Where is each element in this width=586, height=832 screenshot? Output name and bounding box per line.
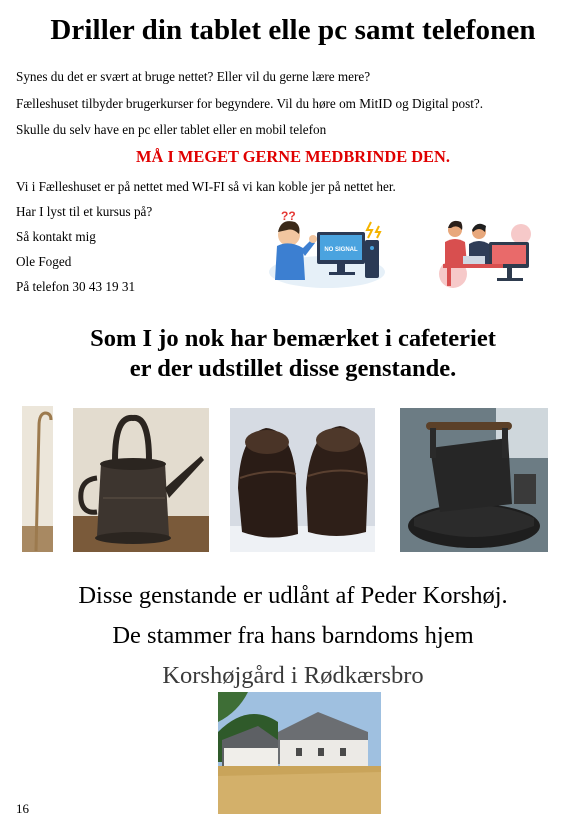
info-line-1: Vi i Fælleshuset er på nettet med WI-FI så vi kan koble jer på nettet her. <box>16 179 396 194</box>
intro-line-1: Synes du det er svært at bruge nettet? Eller vil du gerne lære mere? <box>16 69 371 84</box>
loan-line-2: De stammer fra hans barndoms hjem <box>112 622 474 649</box>
section-heading-line-2: er der udstillet disse genstande. <box>129 355 457 382</box>
clogs-photo <box>230 408 375 552</box>
highlight-text: MÅ I MEGET GERNE MEDBRINDE DEN. <box>136 147 450 166</box>
contact-name: Ole Foged <box>16 254 72 269</box>
farm-name: Korshøjgård i Rødkærsbro <box>162 662 424 689</box>
confused-computer-illustration <box>267 210 385 290</box>
question-marks: ?? <box>281 210 296 223</box>
page-number: 16 <box>16 801 29 816</box>
info-line-2: Har I lyst til et kursus på? <box>16 204 153 219</box>
screen-text: NO SIGNAL <box>324 247 358 253</box>
loan-line-1: Disse genstande er udlånt af Peder Korshøj. <box>78 582 508 609</box>
farm-photo <box>218 692 381 814</box>
watering-can-photo <box>73 408 209 552</box>
walking-stick-photo <box>22 406 53 552</box>
info-line-3: Så kontakt mig <box>16 229 96 244</box>
page-title: Driller din tablet elle pc samt telefonen <box>50 14 536 46</box>
intro-line-3: Skulle du selv have en pc eller tablet eller en mobil telefon <box>16 122 327 137</box>
computer-course-illustration <box>433 212 535 290</box>
section-heading-line-1: Som I jo nok har bemærket i cafeteriet <box>90 325 496 352</box>
contact-phone: På telefon 30 43 19 31 <box>16 279 136 294</box>
intro-line-2: Fælleshuset tilbyder brugerkurser for begyndere. Vil du høre om MitID og Digital post?. <box>16 96 484 111</box>
iron-photo <box>400 408 548 552</box>
